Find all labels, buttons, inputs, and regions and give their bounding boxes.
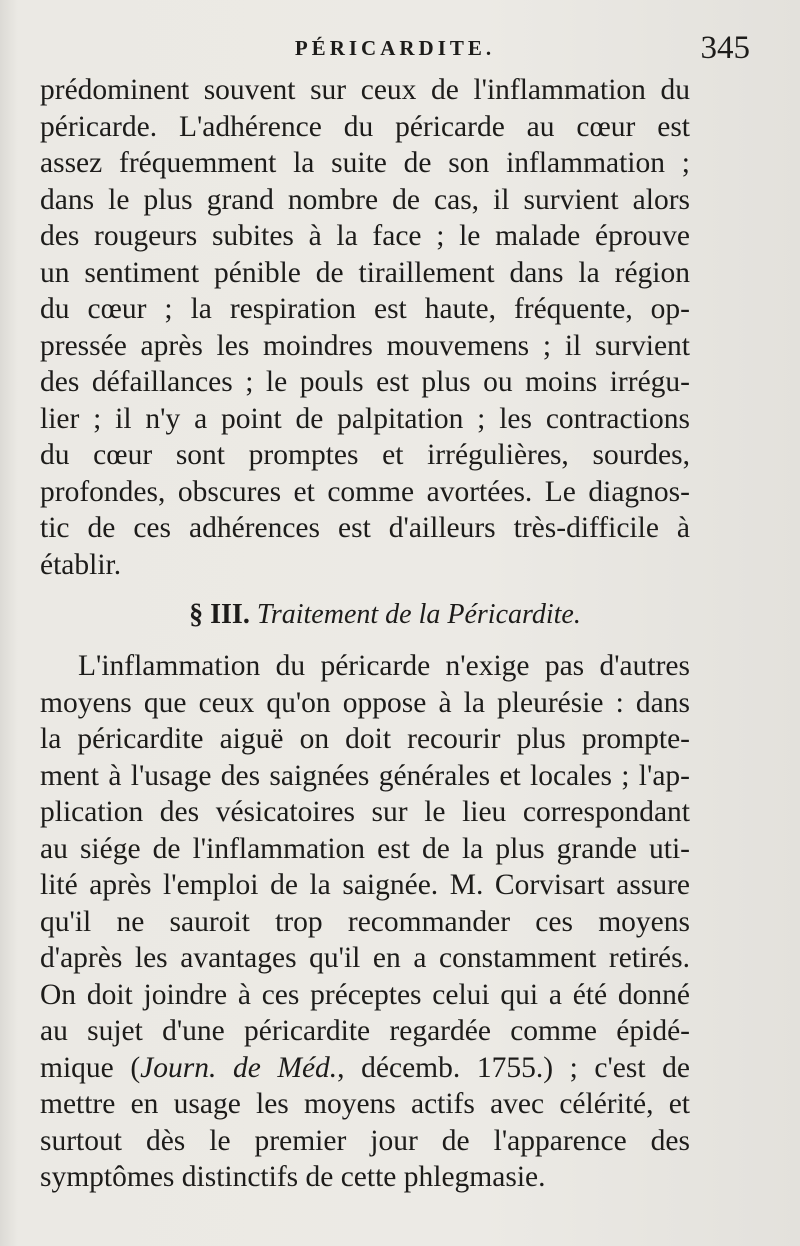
section-title: Traitement de la Péricardite. xyxy=(256,599,581,630)
text-line: au siége de l'inflammation est de la plus grande uti- xyxy=(40,832,690,865)
text-line: la péricardite aiguë on doit recourir plus prompte- xyxy=(40,723,690,755)
text-line: mettre en usage les moyens actifs avec célérité, et xyxy=(40,1088,690,1120)
text-line: au sujet d'une péricardite regardée comme épidé- xyxy=(40,1015,690,1047)
text-line: d'après les avantages qu'il en a constamment retirés. xyxy=(40,942,690,974)
text-line: moyens que ceux qu'on oppose à la pleurésie : dans xyxy=(40,686,690,719)
text-line: dans le plus grand nombre de cas, il survient alors xyxy=(40,183,690,216)
text-line: assez fréquemment la suite de son inflammation ; xyxy=(40,147,690,179)
text-line: L'inflammation du péricarde n'exige pas d'autres xyxy=(78,650,690,682)
text-line: du cœur ; la respiration est haute, fréquente, op- xyxy=(40,293,690,325)
citation-prefix: mique ( xyxy=(40,1051,141,1084)
text-line: profondes, obscures et comme avortées. Le diagnos- xyxy=(40,475,690,508)
text-line: plication des vésicatoires sur le lieu correspondant xyxy=(40,796,690,828)
paragraph-treatment xyxy=(40,648,690,1196)
citation-suffix: , décemb. 1755.) ; c'est de xyxy=(337,1051,690,1084)
paragraph-continued xyxy=(40,72,690,583)
section-heading xyxy=(40,595,730,635)
text-line: du cœur sont promptes et irrégulières, sourdes, xyxy=(40,439,690,471)
citation-line xyxy=(40,1050,690,1087)
section-number: § III. xyxy=(189,599,250,630)
journal-citation: Journ. de Méd. xyxy=(140,1051,338,1084)
page-number: 345 xyxy=(700,30,750,66)
text-line: surtout dès le premier jour de l'apparence des xyxy=(40,1124,690,1157)
text-line: symptômes distinctifs de cette phlegmasie. xyxy=(40,1161,546,1193)
text-line: péricarde. L'adhérence du péricarde au cœur est xyxy=(40,110,690,143)
text-line: un sentiment pénible de tiraillement dans la région xyxy=(40,256,690,289)
text-line: ment à l'usage des saignées générales et locales ; l'ap- xyxy=(40,759,690,792)
text-line: tic de ces adhérences est d'ailleurs très-difficile à xyxy=(40,512,690,544)
running-head xyxy=(40,30,750,70)
text-line: prédominent souvent sur ceux de l'inflammation du xyxy=(40,74,690,106)
text-line: des rougeurs subites à la face ; le malade éprouve xyxy=(40,220,690,252)
text-line: qu'il ne sauroit trop recommander ces moyens xyxy=(40,905,690,938)
text-line: On doit joindre à ces préceptes celui qui a été donné xyxy=(40,978,690,1011)
running-title: PÉRICARDITE. xyxy=(294,36,496,60)
text-line: pressée après les moindres mouvemens ; il survient xyxy=(40,329,690,362)
text-line: établir. xyxy=(40,548,122,581)
text-line: des défaillances ; le pouls est plus ou moins irrégu- xyxy=(40,366,690,398)
text-line: lité après l'emploi de la saignée. M. Corvisart assure xyxy=(40,869,690,901)
text-line: lier ; il n'y a point de palpitation ; les contractions xyxy=(40,402,690,435)
